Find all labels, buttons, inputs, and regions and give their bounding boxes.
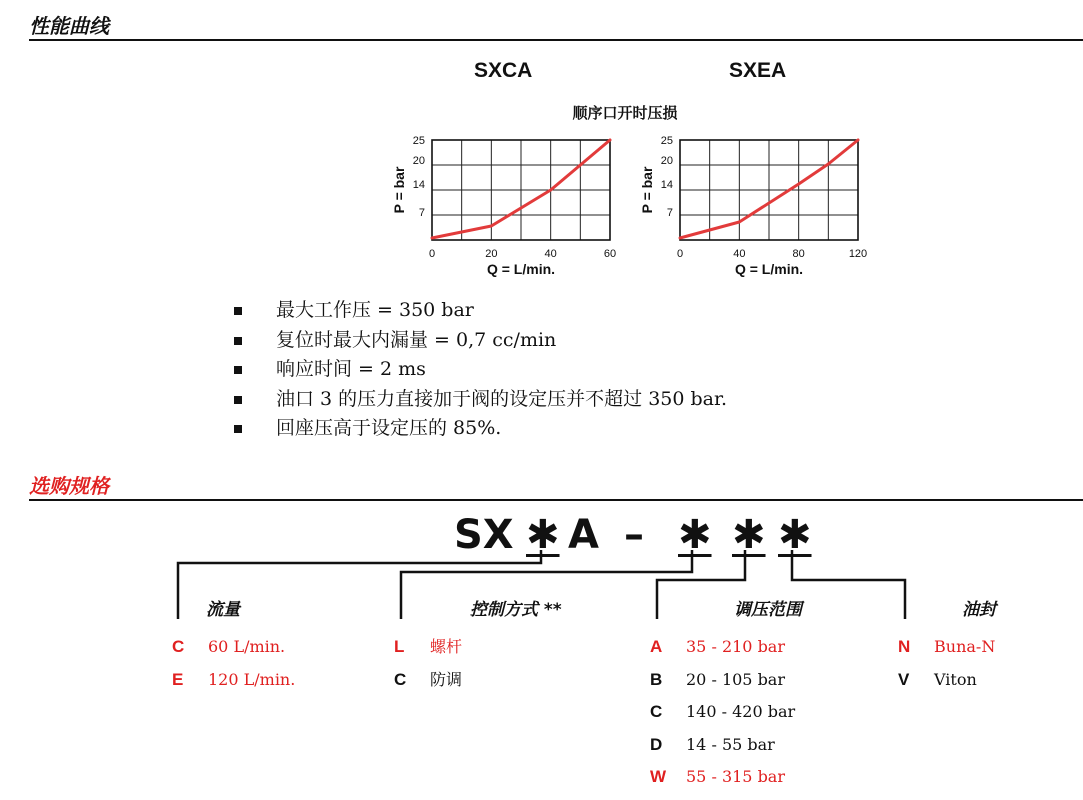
option-code: A — [650, 637, 663, 656]
option-code: N — [898, 637, 911, 656]
column-title-pressure: 调压范围 — [734, 600, 802, 620]
spec-bullet-text: 油口 3 的压力直接加于阀的设定压并不超过 350 bar. — [276, 387, 728, 410]
option-code: L — [394, 637, 405, 656]
spec-bullet-text: 最大工作压 = 350 bar — [276, 299, 474, 321]
option-code: C — [394, 669, 407, 689]
option-text: 防调 — [430, 669, 463, 689]
model-code-prefix: SX — [454, 512, 514, 558]
connector-seal — [792, 550, 905, 619]
y-axis-label: P = bar — [639, 166, 655, 214]
x-tick-label: 40 — [544, 248, 557, 260]
spec-bullet — [234, 296, 727, 326]
spec-bullet-text: 复位时最大内漏量 = 0,7 cc/min — [276, 328, 557, 351]
option-code: C — [650, 702, 663, 721]
x-tick-label: 20 — [485, 248, 498, 260]
model-code-star-pressure: ✱ — [732, 512, 766, 558]
sxca-chart — [380, 128, 630, 288]
bullet-square-icon — [234, 366, 242, 374]
spec-bullet — [234, 355, 727, 385]
spec-bullet — [234, 326, 727, 356]
bullet-square-icon — [234, 337, 242, 345]
section-title-ordering: 选购规格 — [29, 474, 109, 498]
option-text: 120 L/min. — [208, 669, 296, 689]
y-tick-label: 25 — [412, 135, 425, 147]
option-text: 20 - 105 bar — [686, 669, 785, 689]
option-text: 55 - 315 bar — [686, 767, 785, 786]
connector-pressure — [657, 550, 745, 619]
bullet-square-icon — [234, 425, 242, 433]
x-tick-label: 0 — [676, 248, 684, 260]
y-tick-label: 7 — [666, 207, 673, 219]
sxea-chart — [628, 128, 878, 288]
option-text: 35 - 210 bar — [686, 637, 785, 656]
model-code-dash: – — [624, 512, 644, 558]
y-tick-label: 14 — [412, 179, 425, 191]
bullet-square-icon — [234, 396, 242, 404]
charts-caption: 顺序口开时压损 — [572, 104, 678, 122]
x-axis-label: Q = L/min. — [486, 261, 556, 277]
option-text: 140 - 420 bar — [686, 702, 796, 721]
y-axis-label: P = bar — [391, 166, 407, 214]
column-title-flow: 流量 — [206, 600, 240, 620]
model-code-star-flow: ✱ — [526, 512, 560, 558]
option-code: D — [650, 734, 663, 754]
spec-bullet — [234, 385, 727, 415]
option-text: 60 L/min. — [208, 637, 286, 656]
section-rule-ordering — [29, 499, 1083, 501]
option-text: Viton — [934, 669, 977, 689]
option-text: Buna-N — [934, 637, 996, 656]
spec-bullet-list — [234, 296, 727, 444]
x-tick-label: 0 — [428, 248, 436, 260]
column-title-control: 控制方式 ** — [470, 600, 562, 620]
chart-title-sxea: SXEA — [729, 59, 787, 82]
x-tick-label: 80 — [792, 248, 805, 260]
x-tick-label: 40 — [733, 248, 746, 260]
option-code: W — [650, 767, 667, 786]
x-tick-label: 60 — [603, 248, 617, 260]
chart-title-sxca: SXCA — [474, 59, 533, 82]
section-rule-performance — [29, 39, 1083, 41]
option-text: 14 - 55 bar — [686, 734, 775, 754]
model-code-mid: A — [568, 512, 599, 558]
option-code: V — [898, 669, 910, 689]
x-tick-label: 120 — [848, 248, 868, 260]
model-code-star-seal: ✱ — [778, 512, 812, 558]
option-text: 螺杆 — [430, 637, 463, 656]
option-code: C — [172, 637, 185, 656]
section-title-performance: 性能曲线 — [29, 14, 109, 38]
spec-bullet-text: 回座压高于设定压的 85%. — [276, 417, 502, 439]
y-tick-label: 14 — [660, 179, 673, 191]
option-code: E — [172, 669, 184, 689]
spec-bullet — [234, 414, 727, 444]
y-tick-label: 7 — [418, 207, 425, 219]
spec-bullet-text: 响应时间 = 2 ms — [276, 358, 426, 380]
model-code-star-control: ✱ — [678, 512, 712, 558]
y-tick-label: 20 — [660, 155, 673, 167]
y-tick-label: 25 — [660, 135, 673, 147]
option-code: B — [650, 669, 663, 689]
column-title-seal: 油封 — [962, 600, 996, 620]
y-tick-label: 20 — [412, 155, 425, 167]
x-axis-label: Q = L/min. — [734, 261, 804, 277]
bullet-square-icon — [234, 307, 242, 315]
